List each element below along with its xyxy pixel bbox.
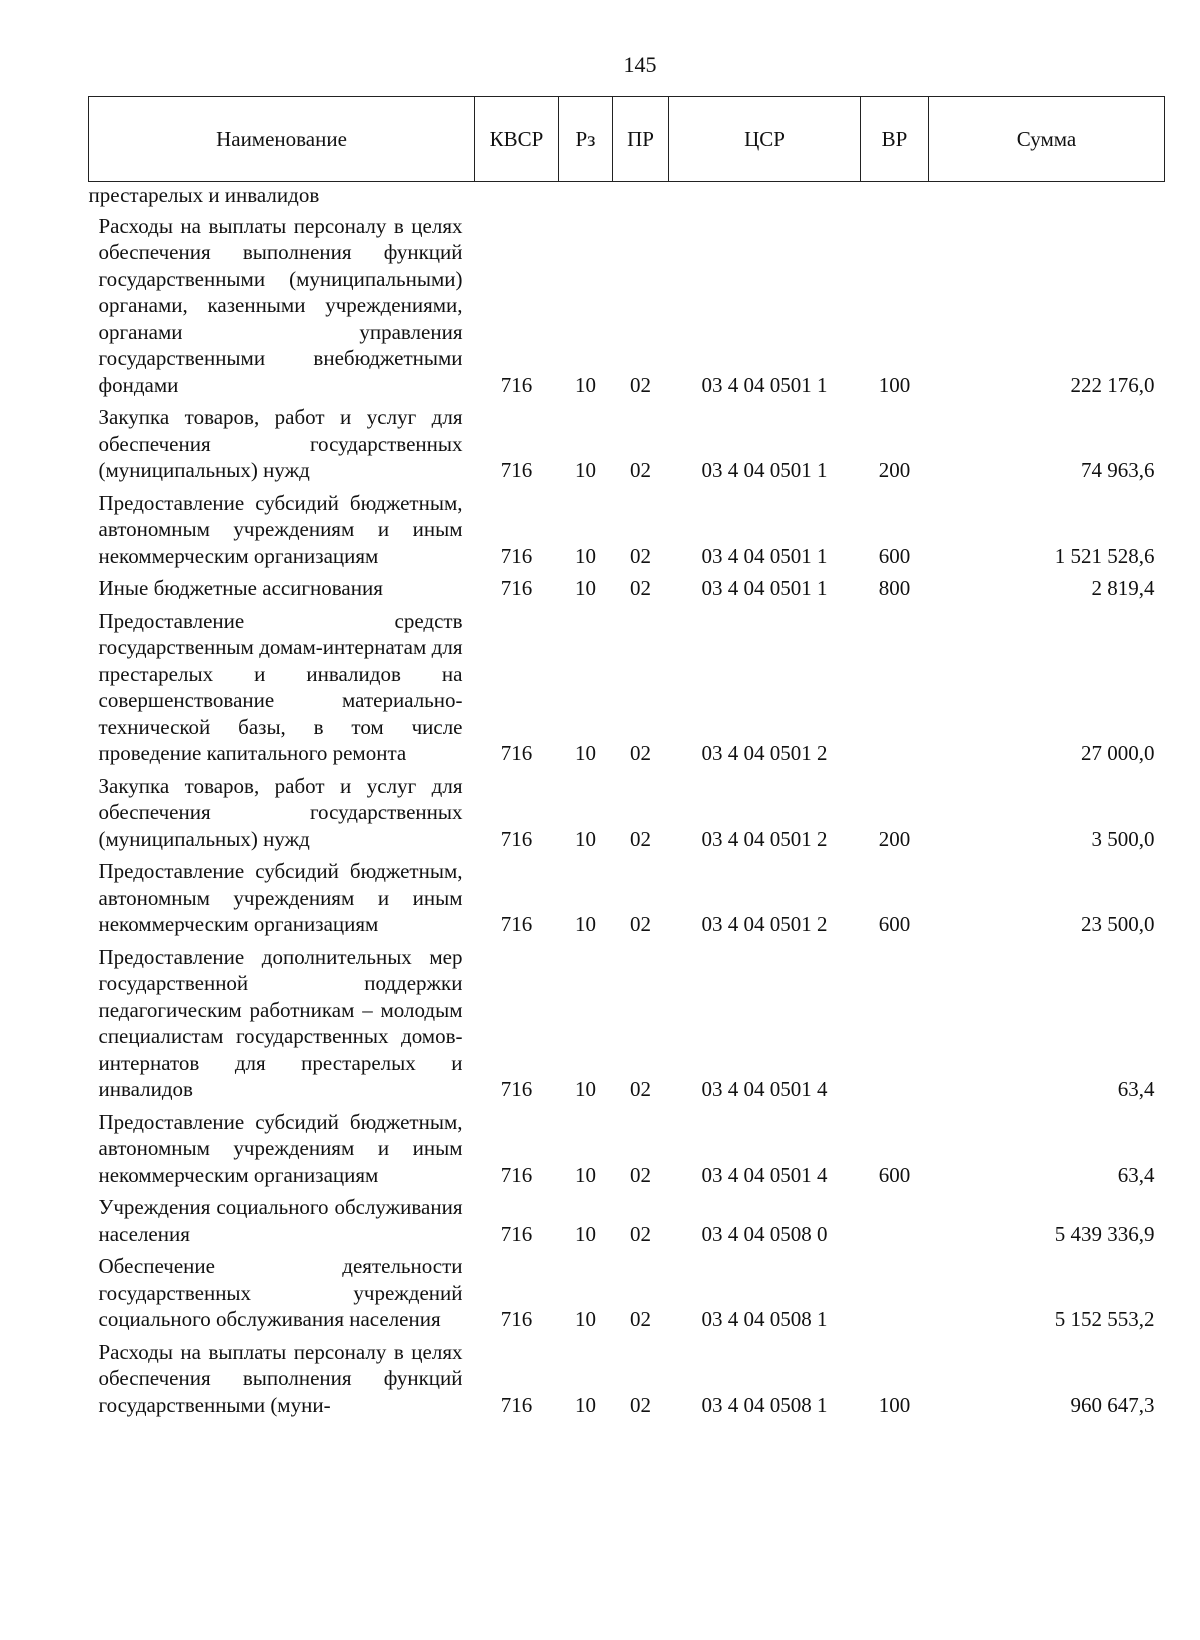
row-rz: 10 (575, 826, 596, 851)
row-csr: 03 4 04 0508 1 (701, 1392, 828, 1417)
row-kvsr: 716 (500, 1307, 533, 1331)
row-rz: 10 (575, 912, 596, 936)
row-sum: 63,4 (1117, 1162, 1155, 1187)
row-sum: 1 521 528,6 (1054, 543, 1155, 568)
header-vr: ВР (861, 97, 929, 182)
header-csr: ЦСР (669, 97, 861, 182)
row-sum: 23 500,0 (1081, 912, 1155, 936)
row-name: Закупка товаров, работ и услуг для обеспечения государственных (муниципальных) нужд (98, 773, 463, 851)
row-sum: 3 500,0 (1091, 826, 1155, 851)
row-pr: 02 (630, 741, 651, 765)
row-sum: 5 152 553,2 (1054, 1307, 1155, 1331)
table-row (89, 490, 1165, 576)
row-vr (861, 1194, 929, 1253)
row-pr: 02 (630, 1392, 651, 1417)
row-vr: 200 (878, 458, 911, 482)
row-sum: 2 819,4 (1091, 576, 1155, 600)
row-csr: 03 4 04 0501 2 (701, 826, 828, 851)
row-pr: 02 (630, 372, 651, 397)
page-number: 145 (623, 52, 657, 77)
table-row (89, 773, 1165, 859)
row-vr (861, 1253, 929, 1339)
row-rz: 10 (575, 372, 596, 397)
row-pr: 02 (630, 1162, 651, 1187)
row-rz: 10 (575, 543, 596, 568)
continuation-text: престарелых и инвалидов (88, 183, 320, 207)
row-vr: 200 (878, 826, 911, 851)
row-sum: 222 176,0 (1070, 372, 1155, 397)
row-kvsr: 716 (500, 741, 533, 765)
row-csr: 03 4 04 0501 1 (701, 372, 828, 397)
table-row (89, 608, 1165, 773)
row-csr: 03 4 04 0508 0 (701, 1221, 828, 1246)
row-name: Обеспечение деятельности государственных учреждений социального обслуживания населения (98, 1254, 463, 1331)
row-name: Предоставление субсидий бюджетным, автономным учреждениям и иным некоммерческим организациям (98, 490, 463, 568)
row-kvsr: 716 (500, 1392, 533, 1417)
table-row (89, 1339, 1165, 1425)
row-name: Иные бюджетные ассигнования (98, 576, 383, 600)
row-name: Расходы на выплаты персоналу в целях обеспечения выполнения функций государственными (муниципальными) органами, казенными учреждениями, органами управления государственными внебюджетными фондами (98, 213, 463, 397)
row-rz: 10 (575, 1077, 596, 1101)
row-vr: 100 (878, 372, 911, 397)
row-csr: 03 4 04 0501 1 (701, 576, 828, 600)
row-name: Предоставление субсидий бюджетным, автономным учреждениям и иным некоммерческим организациям (98, 1109, 463, 1187)
row-pr: 02 (630, 1077, 651, 1101)
row-name: Предоставление средств государственным домам-интернатам для престарелых и инвалидов на совершенствование материально-технической базы, в том числе проведение капитального ремонта (98, 608, 463, 765)
row-vr: 800 (878, 576, 911, 600)
row-csr: 03 4 04 0501 4 (701, 1077, 828, 1101)
row-kvsr: 716 (500, 372, 533, 397)
row-vr: 600 (878, 543, 911, 568)
table-header-row (89, 97, 1165, 182)
row-sum: 960 647,3 (1070, 1392, 1155, 1417)
table-row (89, 575, 1165, 608)
row-sum: 5 439 336,9 (1054, 1221, 1155, 1246)
row-name: Расходы на выплаты персоналу в целях обеспечения выполнения функций государственными (муни- (98, 1339, 463, 1417)
row-pr: 02 (630, 826, 651, 851)
row-pr: 02 (630, 1307, 651, 1331)
row-kvsr: 716 (500, 1221, 533, 1246)
row-name: Предоставление дополнительных мер государственной поддержки педагогическим работникам – молодым специалистам государственных домов-интернатов для престарелых и инвалидов (98, 944, 463, 1101)
row-vr (861, 944, 929, 1109)
row-rz: 10 (575, 1162, 596, 1187)
header-name: Наименование (89, 97, 475, 182)
table-row (89, 1109, 1165, 1195)
table-row (89, 1194, 1165, 1253)
row-pr: 02 (630, 576, 651, 600)
row-pr: 02 (630, 458, 651, 482)
table-row (89, 213, 1165, 405)
budget-table (88, 96, 1165, 1424)
row-kvsr: 716 (500, 576, 533, 600)
row-pr: 02 (630, 912, 651, 936)
table-row (89, 404, 1165, 490)
row-vr (861, 608, 929, 773)
row-csr: 03 4 04 0508 1 (701, 1307, 828, 1331)
row-sum: 63,4 (1117, 1077, 1155, 1101)
row-csr: 03 4 04 0501 2 (701, 741, 828, 765)
row-rz: 10 (575, 1221, 596, 1246)
row-sum: 27 000,0 (1081, 741, 1155, 765)
row-rz: 10 (575, 1392, 596, 1417)
row-rz: 10 (575, 458, 596, 482)
table-row (89, 944, 1165, 1109)
row-csr: 03 4 04 0501 4 (701, 1162, 828, 1187)
row-kvsr: 716 (500, 826, 533, 851)
row-rz: 10 (575, 741, 596, 765)
header-kvsr: КВСР (475, 97, 559, 182)
row-kvsr: 716 (500, 1077, 533, 1101)
header-rz: Рз (559, 97, 613, 182)
row-vr: 100 (878, 1392, 911, 1417)
table-row-continuation (89, 182, 1165, 213)
row-kvsr: 716 (500, 912, 533, 936)
table-row (89, 1253, 1165, 1339)
row-sum: 74 963,6 (1081, 458, 1155, 482)
row-csr: 03 4 04 0501 1 (701, 543, 828, 568)
row-name: Учреждения социального обслуживания населения (98, 1195, 463, 1246)
row-csr: 03 4 04 0501 1 (701, 458, 828, 482)
row-csr: 03 4 04 0501 2 (701, 912, 828, 936)
row-pr: 02 (630, 543, 651, 568)
row-kvsr: 716 (500, 1162, 533, 1187)
row-pr: 02 (630, 1221, 651, 1246)
row-kvsr: 716 (500, 543, 533, 568)
row-name: Предоставление субсидий бюджетным, автономным учреждениям и иным некоммерческим организациям (98, 859, 463, 936)
header-pr: ПР (613, 97, 669, 182)
row-name: Закупка товаров, работ и услуг для обеспечения государственных (муниципальных) нужд (98, 405, 463, 482)
row-rz: 10 (575, 1307, 596, 1331)
row-vr: 600 (878, 912, 911, 936)
row-rz: 10 (575, 576, 596, 600)
header-sum: Сумма (929, 97, 1165, 182)
table-row (89, 858, 1165, 944)
row-vr: 600 (878, 1162, 911, 1187)
row-kvsr: 716 (500, 458, 533, 482)
